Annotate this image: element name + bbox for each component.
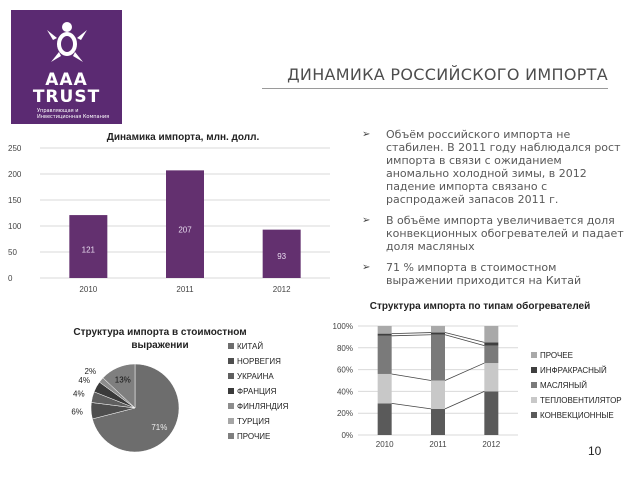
import-value-structure-pie-chart bbox=[0, 318, 320, 468]
legend-swatch bbox=[531, 367, 537, 373]
legend-swatch bbox=[228, 343, 234, 349]
series-connector-line bbox=[445, 335, 484, 346]
series-connector-line bbox=[445, 333, 484, 343]
heater-type-structure-chart bbox=[318, 296, 638, 456]
bullet-item bbox=[362, 214, 624, 253]
stack-segment-ИНФРАКРАСНЫЙ bbox=[378, 334, 392, 336]
turtle-emblem-icon bbox=[45, 18, 89, 66]
y-tick-label: 80% bbox=[336, 343, 353, 353]
logo-line-1: AAA bbox=[45, 70, 88, 90]
pie-data-label: 13% bbox=[114, 375, 131, 385]
y-tick-label: 50 bbox=[8, 248, 17, 257]
slide-title: ДИНАМИКА РОССИЙСКОГО ИМПОРТА bbox=[287, 65, 608, 84]
x-tick-label: 2012 bbox=[482, 440, 501, 449]
bullet-text: Объём российского импорта не стабилен. В 2011 году наблюдался рост импорта в связи с ожиданием аномально холодной зимы, в 2012 падение импорта связано с распродажей запасов 2011 г. bbox=[386, 128, 621, 206]
legend-label: МАСЛЯНЫЙ bbox=[540, 381, 587, 390]
stack-segment-ПРОЧЕЕ bbox=[431, 326, 445, 333]
legend-label: КИТАЙ bbox=[237, 342, 264, 351]
stack-segment-МАСЛЯНЫЙ bbox=[378, 336, 392, 374]
series-connector-line bbox=[445, 391, 484, 408]
arrow-bullet-icon: ➢ bbox=[362, 215, 371, 226]
stack-segment-ПРОЧЕЕ bbox=[484, 326, 498, 342]
legend-label: ТЕПЛОВЕНТИЛЯТОР bbox=[540, 396, 622, 405]
stack-segment-МАСЛЯНЫЙ bbox=[431, 335, 445, 381]
legend-swatch bbox=[228, 358, 234, 364]
legend-swatch bbox=[228, 373, 234, 379]
stack-segment-ТЕПЛОВЕНТИЛЯТОР bbox=[378, 374, 392, 403]
bullet-item bbox=[362, 128, 624, 206]
x-tick-label: 2011 bbox=[176, 285, 194, 294]
legend-swatch bbox=[531, 352, 537, 358]
bar-2011 bbox=[166, 170, 204, 278]
series-connector-line bbox=[392, 374, 431, 381]
series-connector-line bbox=[392, 333, 431, 334]
stack-segment-ИНФРАКРАСНЫЙ bbox=[431, 333, 445, 335]
y-tick-label: 0 bbox=[8, 274, 13, 283]
y-tick-label: 150 bbox=[8, 196, 22, 205]
bar-data-label: 207 bbox=[178, 225, 192, 235]
x-tick-label: 2011 bbox=[429, 440, 447, 449]
bullet-list bbox=[362, 128, 624, 295]
bar-data-label: 93 bbox=[277, 252, 287, 262]
legend-label: ПРОЧЕЕ bbox=[540, 351, 573, 360]
stack-segment-КОНВЕКЦИОННЫЕ bbox=[431, 409, 445, 435]
x-tick-label: 2010 bbox=[375, 440, 394, 449]
stack-segment-ПРОЧЕЕ bbox=[378, 326, 392, 334]
bar-data-label: 121 bbox=[81, 245, 96, 255]
series-connector-line bbox=[392, 403, 431, 408]
series-connector-line bbox=[392, 335, 431, 336]
legend-swatch bbox=[228, 388, 234, 394]
pie-data-label: 4% bbox=[78, 376, 90, 386]
stack-segment-МАСЛЯНЫЙ bbox=[484, 346, 498, 363]
title-underline bbox=[262, 88, 608, 89]
page-number: 10 bbox=[588, 444, 602, 458]
pie-data-label: 71% bbox=[151, 422, 168, 432]
y-tick-label: 0% bbox=[341, 431, 353, 440]
stack-segment-ИНФРАКРАСНЫЙ bbox=[484, 342, 498, 345]
bullet-text: 71 % импорта в стоимостном выражении приходится на Китай bbox=[386, 261, 582, 287]
legend-swatch bbox=[531, 412, 537, 418]
chart-title: Структура импорта в стоимостном bbox=[73, 327, 247, 338]
legend-swatch bbox=[228, 433, 234, 439]
pie-data-label: 4% bbox=[73, 389, 85, 399]
x-tick-label: 2010 bbox=[79, 285, 98, 294]
legend-label: КОНВЕКЦИОННЫЕ bbox=[540, 411, 614, 420]
legend-label: ФРАНЦИЯ bbox=[237, 387, 277, 396]
legend-label: ИНФРАКРАСНЫЙ bbox=[540, 366, 607, 375]
pie-data-label: 2% bbox=[84, 367, 97, 377]
stack-segment-КОНВЕКЦИОННЫЕ bbox=[378, 403, 392, 435]
legend-label: ФИНЛЯНДИЯ bbox=[237, 402, 289, 411]
arrow-bullet-icon: ➢ bbox=[362, 129, 371, 140]
y-tick-label: 250 bbox=[8, 144, 22, 153]
legend-swatch bbox=[531, 397, 537, 403]
y-tick-label: 40% bbox=[336, 387, 353, 397]
stack-segment-КОНВЕКЦИОННЫЕ bbox=[484, 391, 498, 435]
logo-subtitle: Управляющая и Инвестиционная Компания bbox=[37, 108, 110, 120]
y-tick-label: 20% bbox=[336, 409, 353, 419]
chart-title: Структура импорта по типам обогревателей bbox=[369, 301, 591, 312]
stack-segment-ТЕПЛОВЕНТИЛЯТОР bbox=[484, 363, 498, 391]
y-tick-label: 200 bbox=[8, 170, 22, 179]
legend-swatch bbox=[228, 418, 234, 424]
legend-label: ПРОЧИЕ bbox=[237, 432, 271, 441]
legend-swatch bbox=[228, 403, 234, 409]
x-tick-label: 2012 bbox=[272, 285, 291, 294]
pie-data-label: 6% bbox=[71, 407, 83, 417]
bullet-text: В объёме импорта увеличивается доля конвекционных обогревателей и падает доля масляных bbox=[386, 214, 624, 253]
legend-label: УКРАИНА bbox=[237, 372, 274, 381]
chart-title: Динамика импорта, млн. долл. bbox=[106, 132, 260, 143]
chart-title-line-2: выражении bbox=[131, 340, 189, 351]
stack-segment-ТЕПЛОВЕНТИЛЯТОР bbox=[431, 381, 445, 409]
legend-label: ТУРЦИЯ bbox=[237, 417, 270, 426]
arrow-bullet-icon: ➢ bbox=[362, 262, 371, 273]
logo-line-2: TRUST bbox=[32, 87, 101, 107]
legend-swatch bbox=[531, 382, 537, 388]
series-connector-line bbox=[445, 363, 484, 380]
y-tick-label: 60% bbox=[336, 365, 353, 375]
import-dynamics-bar-chart bbox=[0, 128, 340, 300]
bullet-item bbox=[362, 261, 624, 287]
legend-label: НОРВЕГИЯ bbox=[237, 357, 281, 366]
y-tick-label: 100% bbox=[332, 322, 353, 331]
y-tick-label: 100 bbox=[8, 222, 22, 231]
